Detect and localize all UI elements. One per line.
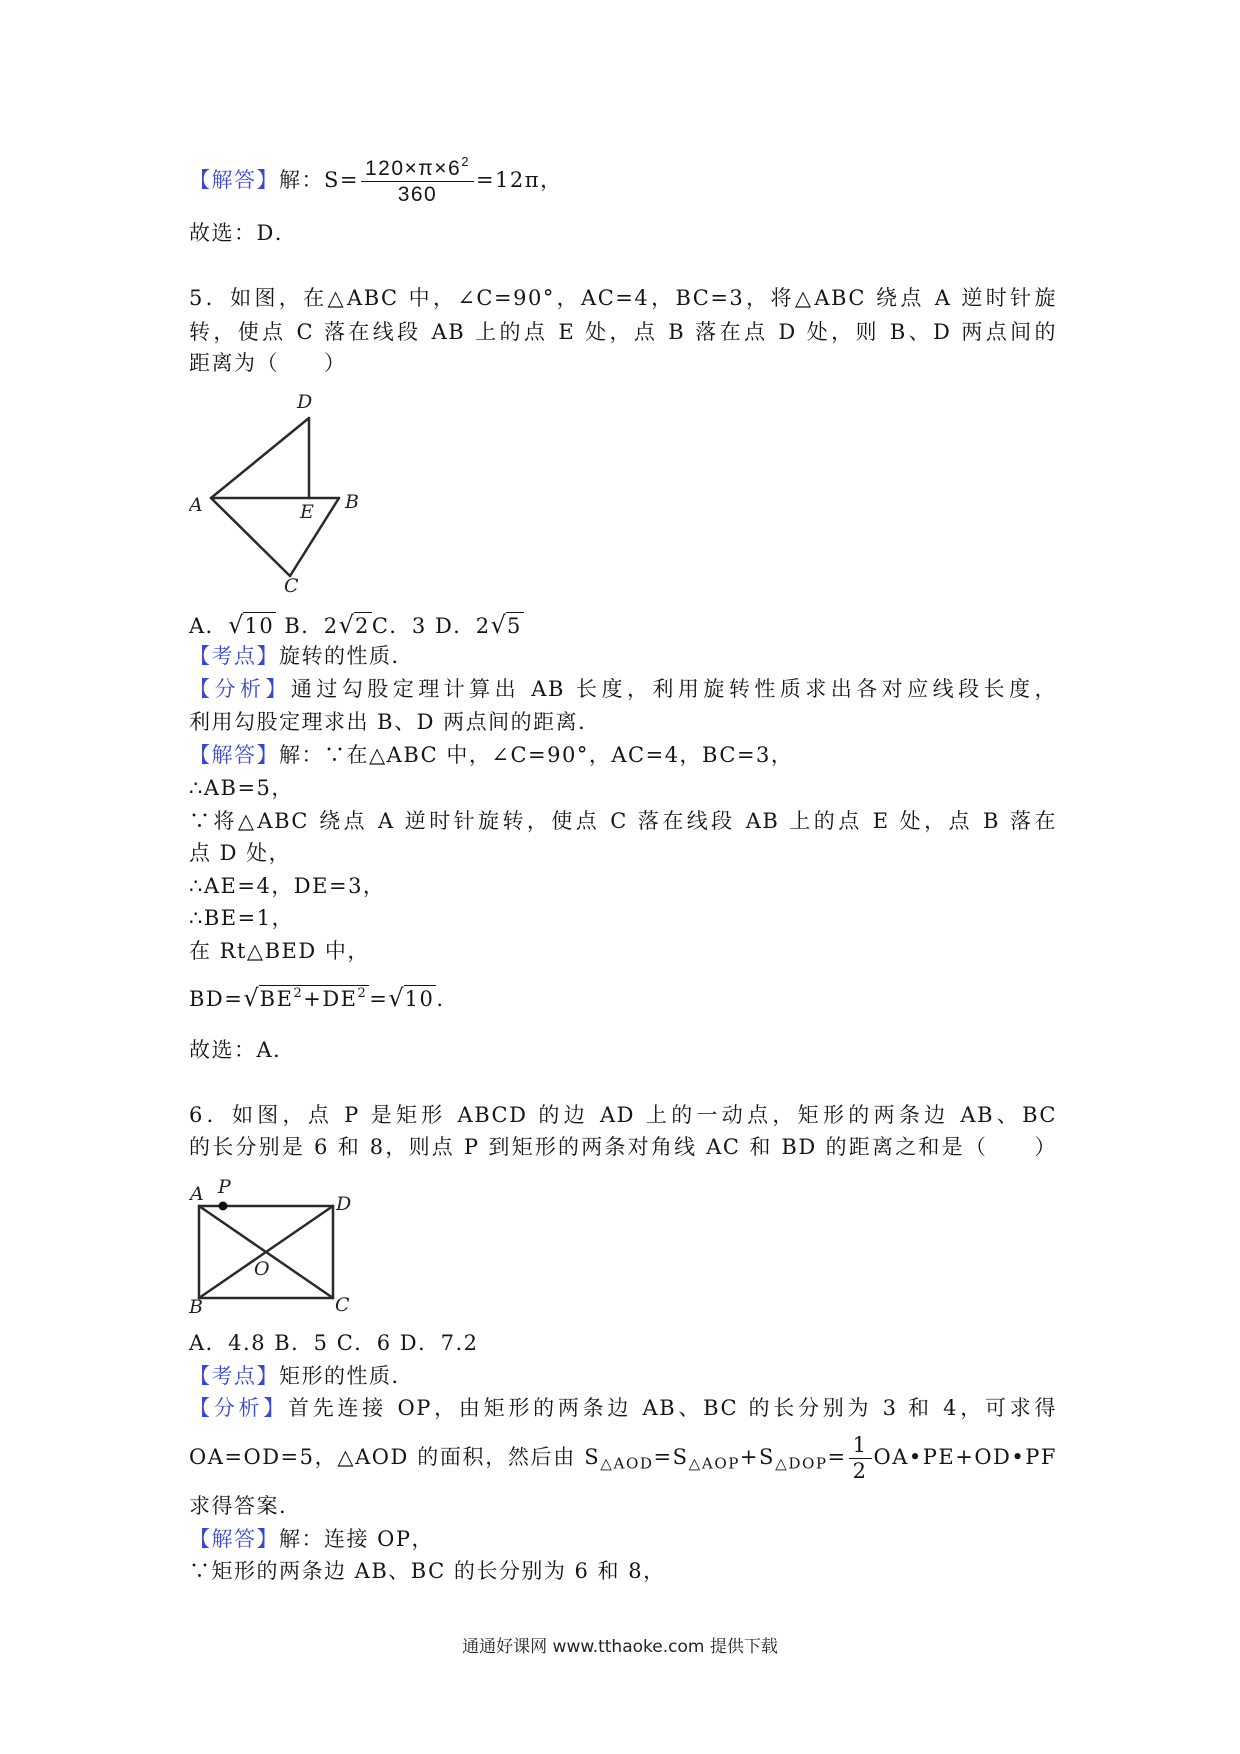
- q6-fenxi-line-1: [189, 1394, 1057, 1422]
- radicand: 10: [244, 614, 275, 638]
- segment-AC: [211, 498, 290, 576]
- q4-answer-line: [189, 154, 1057, 207]
- area-subscript: △AOD: [600, 1454, 654, 1473]
- label-C: C: [335, 1294, 350, 1316]
- sqrt-icon: √: [228, 611, 244, 639]
- segment-AD: [211, 418, 309, 498]
- fenxi-text: 首先连接 OP，由矩形的两条边 AB、BC 的长分别为 3 和 4，可求得: [288, 1396, 1058, 1420]
- area-symbol: S: [759, 1445, 775, 1470]
- fenxi-tag: 【分析】: [189, 677, 291, 701]
- jieda-tag: 【解答】: [189, 743, 279, 767]
- q6-jieda-line-2: ∵矩形的两条边 AB、BC 的长分别为 6 和 8，: [189, 1559, 666, 1583]
- page-footer: 通通好课网 www.tthaoke.com 提供下载: [462, 1637, 778, 1657]
- label-A: A: [190, 1183, 204, 1205]
- q5-options: [189, 609, 1057, 642]
- radicand: 2: [354, 614, 370, 638]
- q5-jieda-line-2: ∴AB=5，: [189, 776, 294, 800]
- segment-CB: [290, 498, 339, 576]
- q6-stem-line-1: 6．如图，点 P 是矩形 ABCD 的边 AD 上的一动点，矩形的两条边 AB、BC: [189, 1103, 1057, 1127]
- label-B: B: [345, 491, 359, 513]
- answer-suffix: =12π，: [475, 168, 563, 192]
- q6-jieda-line-1: [189, 1525, 1057, 1553]
- q5-stem-line-3: 距离为（ ）: [189, 351, 347, 375]
- term-de: +DE: [303, 987, 358, 1011]
- fraction-denominator: 2: [852, 1459, 868, 1484]
- q5-jieda-line-7: 在 Rt△BED 中，: [189, 939, 370, 963]
- q6-rectangle-figure: [189, 1170, 364, 1320]
- label-O: O: [254, 1258, 270, 1280]
- q6-fenxi-line-3: 求得答案．: [189, 1494, 302, 1518]
- fraction-denominator: 360: [397, 183, 438, 206]
- area-s-dop: [759, 1445, 828, 1473]
- label-D: D: [336, 1193, 352, 1215]
- option-cd-prefix: C．3 D．2: [371, 614, 491, 638]
- bd-radical: [243, 984, 369, 1012]
- jieda-text: 解：∵在△ABC 中，∠C=90°，AC=4，BC=3，: [279, 743, 794, 767]
- option-d-radical: [490, 611, 524, 639]
- exponent: 2: [357, 985, 368, 1001]
- option-b-prefix: B．2: [276, 614, 339, 638]
- area-subscript: △AOP: [688, 1454, 740, 1473]
- radicand: 10: [404, 987, 435, 1011]
- q5-jieda-line-1: [189, 741, 1057, 769]
- bd-prefix: BD=: [189, 987, 244, 1011]
- sqrt-icon: √: [490, 611, 506, 639]
- distance-expression: OA•PE+OD•PF: [873, 1445, 1057, 1470]
- label-C: C: [284, 575, 299, 597]
- q6-fenxi-line-2: [189, 1433, 1057, 1484]
- half-fraction: [849, 1433, 872, 1484]
- q4-choice: 故选：D．: [189, 221, 298, 245]
- point-P-dot: [219, 1202, 228, 1211]
- area-subscript: △DOP: [774, 1454, 828, 1473]
- equals: =: [653, 1445, 673, 1470]
- sector-area-fraction: [361, 153, 474, 207]
- kaodian-tag: 【考点】: [189, 644, 279, 668]
- jieda-text: 解：连接 OP，: [279, 1527, 435, 1551]
- option-a-radical: [228, 611, 276, 639]
- q5-jieda-line-5: ∴AE=4，DE=3，: [189, 874, 386, 898]
- plus: +: [739, 1445, 760, 1470]
- label-E: E: [300, 501, 314, 523]
- q5-fenxi-line-1: [189, 675, 1057, 703]
- kaodian-text: 矩形的性质．: [279, 1364, 414, 1388]
- q5-jieda-line-4: 点 D 处，: [189, 841, 292, 865]
- q5-choice: 故选：A．: [189, 1038, 296, 1062]
- fenxi-text: 通过勾股定理计算出 AB 长度，利用旋转性质求出各对应线段长度，: [290, 677, 1057, 701]
- area-symbol: S: [672, 1445, 689, 1470]
- sqrt-icon: √: [338, 611, 354, 639]
- equals: =: [827, 1445, 847, 1470]
- radicand: 5: [506, 614, 522, 638]
- radicand: [259, 985, 370, 1011]
- answer-prefix: 解：S=: [279, 168, 359, 192]
- q6-stem-line-2: 的长分别是 6 和 8，则点 P 到矩形的两条对角线 AC 和 BD 的距离之和是（ ）: [189, 1135, 1057, 1159]
- jieda-tag: 【解答】: [189, 1527, 279, 1551]
- option-a-prefix: A．: [189, 614, 229, 638]
- kaodian-text: 旋转的性质．: [279, 644, 414, 668]
- exponent: 2: [293, 985, 304, 1001]
- label-A: A: [189, 494, 203, 516]
- q5-stem-line-2: 转，使点 C 落在线段 AB 上的点 E 处，点 B 落在点 D 处，则 B、D 两点间的: [189, 320, 1057, 344]
- label-B: B: [189, 1296, 203, 1318]
- area-symbol: S: [584, 1445, 601, 1470]
- numerator-text: 120×π×6: [364, 156, 462, 180]
- option-b-radical: [338, 611, 372, 639]
- area-text: OA=OD=5，△AOD 的面积，然后由: [189, 1445, 585, 1470]
- result-radical: [388, 984, 436, 1012]
- answer-tag: 【解答】: [189, 168, 279, 192]
- term-be: BE: [259, 987, 294, 1011]
- q6-kaodian: [189, 1362, 1057, 1390]
- q5-bd-formula: [189, 980, 1057, 1017]
- fraction-numerator: [361, 153, 474, 182]
- area-s-aod: [584, 1445, 654, 1473]
- sqrt-icon: √: [243, 984, 259, 1012]
- q5-stem-line-1: 5．如图，在△ABC 中，∠C=90°，AC=4，BC=3，将△ABC 绕点 A 逆时针旋: [189, 286, 1057, 310]
- numerator-exponent: 2: [461, 153, 470, 169]
- bd-equals: =: [369, 987, 389, 1011]
- fenxi-tag: 【分析】: [189, 1396, 289, 1420]
- fraction-numerator: 1: [849, 1433, 872, 1459]
- label-P: P: [218, 1176, 231, 1198]
- label-D: D: [297, 391, 313, 413]
- q5-jieda-line-6: ∴BE=1，: [189, 906, 295, 930]
- q6-options: A．4.8 B．5 C．6 D．7.2: [189, 1331, 479, 1355]
- q5-kaodian: [189, 642, 1057, 670]
- area-s-aop: [672, 1445, 740, 1473]
- q5-jieda-line-3: ∵将△ABC 绕点 A 逆时针旋转，使点 C 落在线段 AB 上的点 E 处，点 B 落在: [189, 809, 1057, 833]
- sqrt-icon: √: [388, 984, 404, 1012]
- q5-triangle-figure: [189, 388, 369, 598]
- kaodian-tag: 【考点】: [189, 1364, 279, 1388]
- bd-suffix: .: [436, 987, 445, 1011]
- q5-fenxi-line-2: 利用勾股定理求出 B、D 两点间的距离．: [189, 710, 601, 734]
